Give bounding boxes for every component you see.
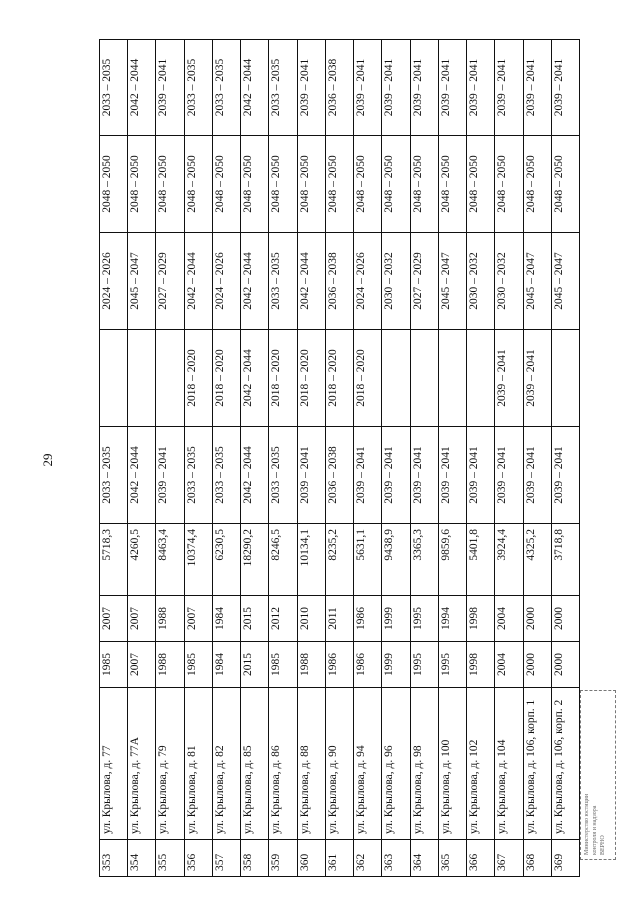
table-cell-y2: 2007 — [184, 596, 212, 642]
table-cell-p5: 2042 – 2044 — [128, 40, 156, 136]
table-cell-address: ул. Крылова, д. 98 — [410, 688, 438, 840]
table-row — [325, 40, 353, 877]
table-cell-address: ул. Крылова, д. 104 — [495, 688, 523, 840]
table-cell-y2: 2007 — [100, 596, 128, 642]
table-cell-p3: 2024 – 2026 — [354, 233, 382, 330]
table-cell-p1: 2039 – 2041 — [438, 427, 466, 524]
table-cell-address: ул. Крылова, д. 85 — [241, 688, 269, 840]
table-cell-p5: 2039 – 2041 — [354, 40, 382, 136]
table-cell-y2: 2000 — [523, 596, 551, 642]
table-cell-p2 — [551, 330, 579, 427]
table-cell-address: ул. Крылова, д. 102 — [467, 688, 495, 840]
table-cell-n: 368 — [523, 840, 551, 877]
table-cell-p5: 2039 – 2041 — [551, 40, 579, 136]
table-cell-y2: 2007 — [128, 596, 156, 642]
table-cell-n: 367 — [495, 840, 523, 877]
table-cell-p4: 2048 – 2050 — [523, 136, 551, 233]
table-cell-y2: 2015 — [241, 596, 269, 642]
table-cell-p2 — [128, 330, 156, 427]
table-cell-address: ул. Крылова, д. 106, корп. 1 — [523, 688, 551, 840]
table-cell-y1: 1985 — [184, 642, 212, 688]
table-cell-address: ул. Крылова, д. 90 — [325, 688, 353, 840]
table-cell-p1: 2039 – 2041 — [410, 427, 438, 524]
table-cell-area: 10134,1 — [297, 524, 325, 596]
table-row — [297, 40, 325, 877]
table-cell-p4: 2048 – 2050 — [382, 136, 410, 233]
table-cell-p5: 2039 – 2041 — [410, 40, 438, 136]
table-cell-p2 — [100, 330, 128, 427]
table-cell-p4: 2048 – 2050 — [325, 136, 353, 233]
table-cell-y2: 1994 — [438, 596, 466, 642]
table-cell-p3: 2030 – 2032 — [382, 233, 410, 330]
table-cell-p2: 2042 – 2044 — [241, 330, 269, 427]
table-cell-area: 8463,4 — [156, 524, 184, 596]
table-cell-y1: 1985 — [100, 642, 128, 688]
table-cell-area: 5401,8 — [467, 524, 495, 596]
table-cell-p4: 2048 – 2050 — [354, 136, 382, 233]
table-cell-n: 354 — [128, 840, 156, 877]
table-cell-y1: 2004 — [495, 642, 523, 688]
table-cell-y1: 1986 — [325, 642, 353, 688]
table-cell-p3: 2042 – 2044 — [297, 233, 325, 330]
table-cell-y1: 1998 — [467, 642, 495, 688]
table-cell-n: 361 — [325, 840, 353, 877]
table-cell-address: ул. Крылова, д. 106, корп. 2 — [551, 688, 579, 840]
table-cell-n: 366 — [467, 840, 495, 877]
table-cell-p1: 2042 – 2044 — [241, 427, 269, 524]
table-cell-y2: 2011 — [325, 596, 353, 642]
stamp-line: ВЕРНО — [600, 835, 606, 855]
table-cell-area: 18290,2 — [241, 524, 269, 596]
table-cell-address: ул. Крылова, д. 100 — [438, 688, 466, 840]
table-cell-y2: 2010 — [297, 596, 325, 642]
table-cell-p1: 2039 – 2041 — [495, 427, 523, 524]
table-cell-y1: 1985 — [269, 642, 297, 688]
table-cell-area: 8235,2 — [325, 524, 353, 596]
table-row — [241, 40, 269, 877]
table-cell-n: 360 — [297, 840, 325, 877]
stamp-line: контроля и надзора — [592, 805, 598, 855]
table-cell-n: 365 — [438, 840, 466, 877]
table-cell-p1: 2042 – 2044 — [128, 427, 156, 524]
table-cell-n: 353 — [100, 840, 128, 877]
table-cell-address: ул. Крылова, д. 77А — [128, 688, 156, 840]
table-cell-p3: 2036 – 2038 — [325, 233, 353, 330]
table-cell-address: ул. Крылова, д. 82 — [212, 688, 240, 840]
table-cell-n: 355 — [156, 840, 184, 877]
table-cell-p3: 2045 – 2047 — [438, 233, 466, 330]
table-row — [438, 40, 466, 877]
table-row — [467, 40, 495, 877]
table-cell-p4: 2048 – 2050 — [156, 136, 184, 233]
table-cell-y2: 2004 — [495, 596, 523, 642]
table-cell-p1: 2039 – 2041 — [523, 427, 551, 524]
table-cell-area: 5718,3 — [100, 524, 128, 596]
table-cell-y2: 1998 — [467, 596, 495, 642]
table-cell-p1: 2039 – 2041 — [156, 427, 184, 524]
table-cell-p2: 2039 – 2041 — [495, 330, 523, 427]
table-cell-p3: 2045 – 2047 — [523, 233, 551, 330]
table-cell-y1: 1999 — [382, 642, 410, 688]
table-cell-p2 — [156, 330, 184, 427]
table-cell-y1: 2000 — [523, 642, 551, 688]
table-cell-n: 362 — [354, 840, 382, 877]
table-cell-p2: 2039 – 2041 — [523, 330, 551, 427]
table-cell-p1: 2033 – 2035 — [100, 427, 128, 524]
table-cell-p5: 2033 – 2035 — [100, 40, 128, 136]
table-cell-n: 363 — [382, 840, 410, 877]
table-cell-p4: 2048 – 2050 — [128, 136, 156, 233]
table-cell-p3: 2030 – 2032 — [495, 233, 523, 330]
table-cell-y1: 2007 — [128, 642, 156, 688]
table-cell-area: 6230,5 — [212, 524, 240, 596]
table-row — [212, 40, 240, 877]
table-cell-p1: 2033 – 2035 — [184, 427, 212, 524]
table-cell-p4: 2048 – 2050 — [212, 136, 240, 233]
table-cell-p2: 2018 – 2020 — [269, 330, 297, 427]
table-cell-y2: 2000 — [551, 596, 579, 642]
table-cell-area: 9438,9 — [382, 524, 410, 596]
table-cell-p3: 2045 – 2047 — [551, 233, 579, 330]
table-cell-p2: 2018 – 2020 — [212, 330, 240, 427]
table-cell-p4: 2048 – 2050 — [100, 136, 128, 233]
table-cell-y1: 1988 — [297, 642, 325, 688]
table-cell-y2: 1995 — [410, 596, 438, 642]
table-cell-p2: 2018 – 2020 — [184, 330, 212, 427]
table-cell-y1: 2000 — [551, 642, 579, 688]
table-cell-p1: 2039 – 2041 — [551, 427, 579, 524]
table-cell-p5: 2036 – 2038 — [325, 40, 353, 136]
table-cell-p4: 2048 – 2050 — [438, 136, 466, 233]
table-cell-n: 359 — [269, 840, 297, 877]
table-cell-p1: 2033 – 2035 — [269, 427, 297, 524]
table-cell-p3: 2027 – 2029 — [410, 233, 438, 330]
table-cell-address: ул. Крылова, д. 96 — [382, 688, 410, 840]
table-cell-p3: 2042 – 2044 — [184, 233, 212, 330]
table-cell-address: ул. Крылова, д. 88 — [297, 688, 325, 840]
table-cell-y2: 1986 — [354, 596, 382, 642]
table-row — [100, 40, 128, 877]
table-cell-p5: 2033 – 2035 — [212, 40, 240, 136]
table-cell-p5: 2039 – 2041 — [495, 40, 523, 136]
table-cell-p5: 2033 – 2035 — [184, 40, 212, 136]
table-cell-p1: 2039 – 2041 — [467, 427, 495, 524]
table-cell-p4: 2048 – 2050 — [467, 136, 495, 233]
table-cell-p1: 2039 – 2041 — [382, 427, 410, 524]
table-cell-p4: 2048 – 2050 — [297, 136, 325, 233]
table-cell-y2: 1984 — [212, 596, 240, 642]
table-row — [354, 40, 382, 877]
table-cell-p2: 2018 – 2020 — [354, 330, 382, 427]
table-cell-p4: 2048 – 2050 — [184, 136, 212, 233]
table-cell-p2 — [410, 330, 438, 427]
table-cell-area: 10374,4 — [184, 524, 212, 596]
table-cell-n: 358 — [241, 840, 269, 877]
table-cell-p2: 2018 – 2020 — [325, 330, 353, 427]
table-row — [495, 40, 523, 877]
table-cell-p5: 2039 – 2041 — [297, 40, 325, 136]
table-row — [128, 40, 156, 877]
table-row — [184, 40, 212, 877]
table-cell-address: ул. Крылова, д. 77 — [100, 688, 128, 840]
table-cell-n: 369 — [551, 840, 579, 877]
table-cell-p5: 2039 – 2041 — [467, 40, 495, 136]
table-cell-y1: 2015 — [241, 642, 269, 688]
table-cell-address: ул. Крылова, д. 79 — [156, 688, 184, 840]
table-row — [523, 40, 551, 877]
table-cell-y1: 1995 — [438, 642, 466, 688]
table-cell-area: 3718,8 — [551, 524, 579, 596]
table-row — [156, 40, 184, 877]
table-row — [269, 40, 297, 877]
table-cell-p5: 2042 – 2044 — [241, 40, 269, 136]
page-number: 29 — [40, 453, 55, 467]
table-cell-p5: 2039 – 2041 — [156, 40, 184, 136]
table-cell-p5: 2039 – 2041 — [523, 40, 551, 136]
table-cell-p1: 2039 – 2041 — [354, 427, 382, 524]
table-cell-area: 3924,4 — [495, 524, 523, 596]
table-cell-y1: 1986 — [354, 642, 382, 688]
stamp-line: Министерство юстиции — [584, 793, 590, 855]
table-cell-y2: 1999 — [382, 596, 410, 642]
table-row — [410, 40, 438, 877]
table-cell-p3: 2033 – 2035 — [269, 233, 297, 330]
table-cell-p3: 2030 – 2032 — [467, 233, 495, 330]
table-row — [551, 40, 579, 877]
table-cell-p5: 2033 – 2035 — [269, 40, 297, 136]
table-cell-p5: 2039 – 2041 — [382, 40, 410, 136]
repair-schedule-table — [99, 39, 580, 877]
table-cell-p3: 2042 – 2044 — [241, 233, 269, 330]
table-cell-p4: 2048 – 2050 — [269, 136, 297, 233]
table-container — [99, 40, 580, 877]
stamp — [580, 690, 616, 860]
table-cell-p2 — [467, 330, 495, 427]
table-cell-area: 3365,3 — [410, 524, 438, 596]
table-cell-y1: 1995 — [410, 642, 438, 688]
table-cell-p1: 2036 – 2038 — [325, 427, 353, 524]
table-cell-p4: 2048 – 2050 — [495, 136, 523, 233]
table-cell-p3: 2027 – 2029 — [156, 233, 184, 330]
table-cell-area: 4260,5 — [128, 524, 156, 596]
table-cell-y2: 2012 — [269, 596, 297, 642]
table-cell-n: 357 — [212, 840, 240, 877]
table-cell-p4: 2048 – 2050 — [410, 136, 438, 233]
table-cell-address: ул. Крылова, д. 94 — [354, 688, 382, 840]
table-cell-p4: 2048 – 2050 — [241, 136, 269, 233]
table-cell-p3: 2045 – 2047 — [128, 233, 156, 330]
table-cell-address: ул. Крылова, д. 86 — [269, 688, 297, 840]
table-cell-p2: 2018 – 2020 — [297, 330, 325, 427]
table-cell-p4: 2048 – 2050 — [551, 136, 579, 233]
table-cell-address: ул. Крылова, д. 81 — [184, 688, 212, 840]
table-cell-p1: 2033 – 2035 — [212, 427, 240, 524]
table-cell-y1: 1988 — [156, 642, 184, 688]
table-cell-p2 — [382, 330, 410, 427]
table-cell-area: 4325,2 — [523, 524, 551, 596]
table-cell-y1: 1984 — [212, 642, 240, 688]
table-cell-p3: 2024 – 2026 — [100, 233, 128, 330]
table-cell-p5: 2039 – 2041 — [438, 40, 466, 136]
table-cell-area: 9859,6 — [438, 524, 466, 596]
table-cell-n: 356 — [184, 840, 212, 877]
table-cell-p3: 2024 – 2026 — [212, 233, 240, 330]
table-cell-p1: 2039 – 2041 — [297, 427, 325, 524]
table-cell-p2 — [438, 330, 466, 427]
table-row — [382, 40, 410, 877]
table-cell-area: 5631,1 — [354, 524, 382, 596]
table-cell-area: 8246,5 — [269, 524, 297, 596]
table-cell-n: 364 — [410, 840, 438, 877]
table-cell-y2: 1988 — [156, 596, 184, 642]
